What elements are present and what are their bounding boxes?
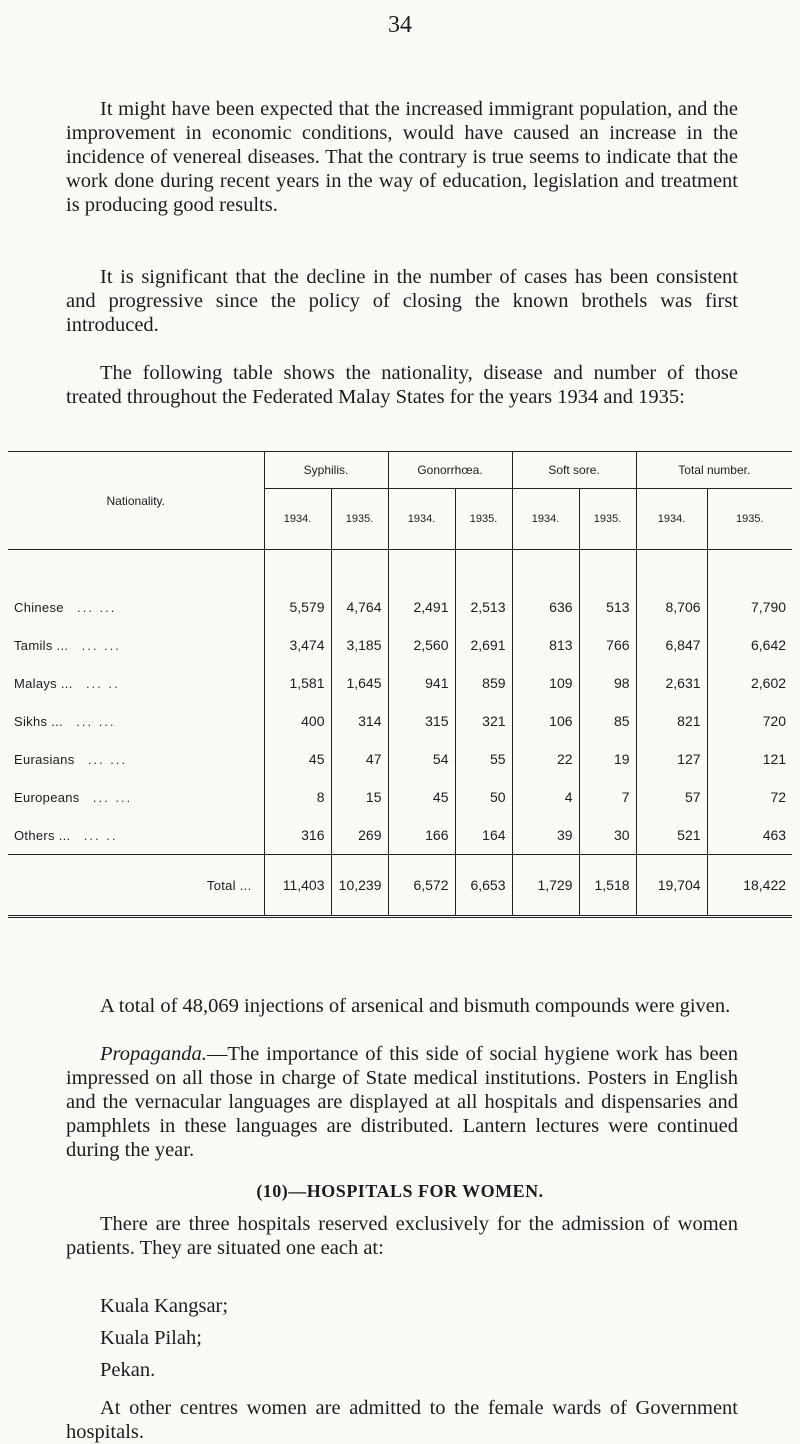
table-row (8, 664, 792, 702)
group-header-syphilis: Syphilis. (264, 452, 388, 489)
value-cell: 2,513 (455, 588, 512, 626)
value-cell: 6,642 (707, 626, 792, 664)
table-row (8, 778, 792, 816)
value-cell: 30 (579, 816, 636, 855)
leader-dots: ... ... (76, 713, 116, 729)
value-cell: 50 (455, 778, 512, 816)
leader-dots: ... ... (77, 599, 117, 615)
nationality-cell (8, 626, 264, 664)
value-cell: 47 (331, 740, 388, 778)
propaganda-text: —The importance of this side of social hygiene work has been impressed on all those in charge of State medical institutions. Posters in English and the vernacular languages are displayed at all hospitals and dispensaries and pamphlets in these languages are distributed. Lantern lectures were continued during the year. (66, 1043, 738, 1161)
nationality-cell (8, 778, 264, 816)
nationality-label: Others ... (14, 827, 71, 843)
leader-dots: ... ... (87, 751, 128, 767)
table-row (8, 588, 792, 626)
year-header: 1934. (512, 489, 579, 550)
leader-dots: ... .. (85, 675, 120, 691)
value-cell: 54 (388, 740, 455, 778)
table-row (8, 702, 792, 740)
year-header: 1934. (388, 489, 455, 550)
paragraph-womens-hospitals: There are three hospitals reserved exclusively for the admission of women patients. They are situated one each at: (66, 1213, 738, 1259)
nationality-cell (8, 588, 264, 626)
value-cell: 321 (455, 702, 512, 740)
value-cell: 2,631 (636, 664, 707, 702)
paragraph-immigrant-population: It might have been expected that the increased immigrant population, and the improvement in economic conditions, would have caused an increase in the incidence of venereal diseases. That the contrary is true seems to indicate that the work done during recent years in the way of education, legislation and treatment is producing good results. (66, 98, 738, 216)
nationality-label: Malays ... (14, 675, 73, 691)
value-cell: 4 (512, 778, 579, 816)
value-cell: 57 (636, 778, 707, 816)
value-cell: 400 (264, 702, 331, 740)
paragraph-injections: A total of 48,069 injections of arsenical and bismuth compounds were given. (100, 995, 731, 1017)
table-group-header-row (8, 452, 792, 489)
year-header: 1934. (636, 489, 707, 550)
venereal-disease-table (8, 451, 792, 918)
paragraph-other-centres: At other centres women are admitted to the female wards of Government hospitals. (66, 1397, 738, 1443)
value-cell: 5,579 (264, 588, 331, 626)
year-header: 1935. (707, 489, 792, 550)
leader-dots: ... .. (83, 827, 118, 843)
nationality-label: Eurasians (14, 751, 75, 767)
value-cell: 6,847 (636, 626, 707, 664)
value-cell: 314 (331, 702, 388, 740)
value-cell: 22 (512, 740, 579, 778)
group-header-gonorrhoea: Gonorrhœa. (388, 452, 512, 489)
value-cell: 166 (388, 816, 455, 855)
value-cell: 813 (512, 626, 579, 664)
nationality-cell (8, 816, 264, 855)
value-cell: 1,645 (331, 664, 388, 702)
value-cell: 45 (264, 740, 331, 778)
table-body (8, 550, 792, 917)
value-cell: 85 (579, 702, 636, 740)
value-cell: 859 (455, 664, 512, 702)
nationality-cell (8, 664, 264, 702)
year-header: 1935. (579, 489, 636, 550)
total-value-cell: 19,704 (636, 855, 707, 917)
nationality-cell (8, 702, 264, 740)
nationality-label: Sikhs ... (14, 713, 63, 729)
value-cell: 19 (579, 740, 636, 778)
total-value-cell: 10,239 (331, 855, 388, 917)
table-row (8, 816, 792, 855)
value-cell: 55 (455, 740, 512, 778)
value-cell: 7,790 (707, 588, 792, 626)
value-cell: 106 (512, 702, 579, 740)
hospital-places-list (100, 1290, 228, 1386)
place-item: Pekan. (100, 1359, 156, 1381)
value-cell: 941 (388, 664, 455, 702)
table-total-row (8, 855, 792, 917)
value-cell: 821 (636, 702, 707, 740)
table-row (8, 626, 792, 664)
value-cell: 39 (512, 816, 579, 855)
value-cell: 2,560 (388, 626, 455, 664)
value-cell: 121 (707, 740, 792, 778)
total-value-cell: 11,403 (264, 855, 331, 917)
value-cell: 2,691 (455, 626, 512, 664)
total-value-cell: 18,422 (707, 855, 792, 917)
value-cell: 15 (331, 778, 388, 816)
total-value-cell: 6,572 (388, 855, 455, 917)
value-cell: 463 (707, 816, 792, 855)
nationality-header: Nationality. (8, 452, 264, 550)
total-value-cell: 6,653 (455, 855, 512, 917)
value-cell: 8,706 (636, 588, 707, 626)
value-cell: 521 (636, 816, 707, 855)
group-header-soft-sore: Soft sore. (512, 452, 636, 489)
value-cell: 315 (388, 702, 455, 740)
value-cell: 636 (512, 588, 579, 626)
year-header: 1935. (331, 489, 388, 550)
nationality-label: Europeans (14, 789, 80, 805)
value-cell: 109 (512, 664, 579, 702)
value-cell: 269 (331, 816, 388, 855)
value-cell: 4,764 (331, 588, 388, 626)
value-cell: 316 (264, 816, 331, 855)
value-cell: 3,474 (264, 626, 331, 664)
value-cell: 98 (579, 664, 636, 702)
value-cell: 720 (707, 702, 792, 740)
paragraph-decline-cases: It is significant that the decline in the number of cases has been consistent and progressive since the policy of closing the known brothels was first introduced. (66, 266, 738, 336)
paragraph-propaganda (66, 1042, 738, 1162)
total-value-cell: 1,729 (512, 855, 579, 917)
value-cell: 127 (636, 740, 707, 778)
value-cell: 7 (579, 778, 636, 816)
paragraph-table-intro: The following table shows the nationality, disease and number of those treated throughout the Federated Malay States for the years 1934 and 1935: (66, 362, 738, 408)
value-cell: 766 (579, 626, 636, 664)
place-item: Kuala Kangsar; (100, 1295, 229, 1317)
value-cell: 45 (388, 778, 455, 816)
nationality-label: Chinese (14, 599, 64, 615)
nationality-cell (8, 740, 264, 778)
leader-dots: ... ... (92, 789, 133, 805)
year-header: 1934. (264, 489, 331, 550)
page-number: 34 (388, 12, 412, 38)
section-heading: (10)—HOSPITALS FOR WOMEN. (256, 1181, 544, 1201)
group-header-total-number: Total number. (636, 452, 792, 489)
value-cell: 8 (264, 778, 331, 816)
propaganda-lead: Propaganda. (100, 1043, 207, 1065)
value-cell: 72 (707, 778, 792, 816)
nationality-label: Tamils ... (14, 637, 69, 653)
total-label: Total ... (8, 855, 264, 917)
leader-dots: ... ... (81, 637, 121, 653)
table-row (8, 740, 792, 778)
value-cell: 2,491 (388, 588, 455, 626)
value-cell: 3,185 (331, 626, 388, 664)
year-header: 1935. (455, 489, 512, 550)
value-cell: 1,581 (264, 664, 331, 702)
value-cell: 2,602 (707, 664, 792, 702)
value-cell: 164 (455, 816, 512, 855)
value-cell: 513 (579, 588, 636, 626)
total-value-cell: 1,518 (579, 855, 636, 917)
place-item: Kuala Pilah; (100, 1327, 202, 1349)
